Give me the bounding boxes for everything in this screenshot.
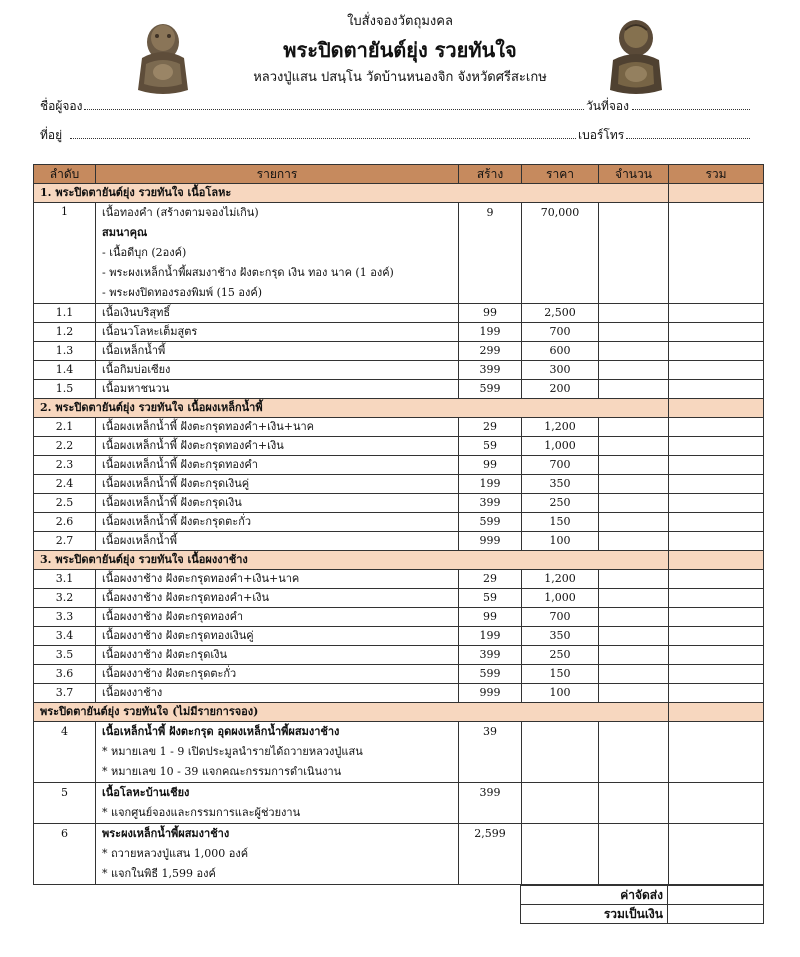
- section-title: 1. พระปิดตายันต์ยุ่ง รวยทันใจ เนื้อโลหะ: [34, 184, 669, 203]
- row-price: [522, 824, 599, 885]
- total-cell: [669, 456, 764, 475]
- table-row: [34, 380, 764, 399]
- row-item: เนื้อผงงาช้าง: [96, 684, 459, 703]
- table-row: [34, 646, 764, 665]
- quantity-cell[interactable]: [599, 646, 669, 665]
- item-note: * ถวายหลวงปู่แสน 1,000 องค์: [102, 847, 249, 860]
- row-made: [459, 783, 522, 824]
- table-row: [34, 824, 764, 885]
- quantity-cell[interactable]: [599, 722, 669, 783]
- item-name: พระผงเหล็กน้ำพี้ผสมงาช้าง: [102, 827, 230, 840]
- shipping-value-cell[interactable]: [668, 886, 764, 905]
- row-price: 100: [522, 684, 599, 703]
- table-row: [34, 589, 764, 608]
- quantity-cell[interactable]: [599, 570, 669, 589]
- row-price: 100: [522, 532, 599, 551]
- amulet-photo-left: [132, 12, 194, 96]
- row-no: 1.3: [34, 342, 96, 361]
- table-row: [34, 684, 764, 703]
- row-made: 999: [459, 684, 522, 703]
- quantity-cell[interactable]: [599, 589, 669, 608]
- quantity-cell[interactable]: [599, 684, 669, 703]
- row-item: [96, 203, 459, 304]
- row-no: 3.1: [34, 570, 96, 589]
- item-note: * หมายเลข 1 - 9 เปิดประมูลนำรายได้ถวายหลวงปู่แสน: [102, 745, 363, 758]
- table-row: [34, 608, 764, 627]
- row-price: 250: [522, 646, 599, 665]
- total-cell: [669, 342, 764, 361]
- col-header-item: รายการ: [96, 165, 459, 184]
- row-no: 2.1: [34, 418, 96, 437]
- table-row: [34, 494, 764, 513]
- row-item: เนื้อนวโลหะเต็มสูตร: [96, 323, 459, 342]
- row-item: [96, 824, 459, 885]
- grand-total-label: รวมเป็นเงิน: [521, 905, 668, 924]
- table-row: [34, 456, 764, 475]
- quantity-cell[interactable]: [599, 665, 669, 684]
- address-label: ที่อยู่: [40, 128, 63, 142]
- total-cell: [669, 627, 764, 646]
- name-date-row: [40, 97, 750, 115]
- row-no: 1.2: [34, 323, 96, 342]
- table-row: [34, 783, 764, 824]
- row-price: 1,200: [522, 570, 599, 589]
- row-price: 600: [522, 342, 599, 361]
- col-header-quantity: จำนวน: [599, 165, 669, 184]
- quantity-cell[interactable]: [599, 627, 669, 646]
- bonus-line: - พระผงเหล็กน้ำพี้ผสมงาช้าง ฝังตะกรุด เงิน ทอง นาค (1 องค์): [102, 266, 394, 279]
- row-made: [459, 203, 522, 304]
- row-made: 99: [459, 456, 522, 475]
- form-caption: ใบสั่งจองวัตถุมงคล: [347, 14, 453, 29]
- row-made: 59: [459, 589, 522, 608]
- row-item: [96, 783, 459, 824]
- price-value: 70,000: [540, 206, 580, 219]
- row-made: 599: [459, 513, 522, 532]
- row-item: เนื้อผงงาช้าง ฝังตะกรุดทองคำ+เงิน+นาค: [96, 570, 459, 589]
- total-cell: [669, 380, 764, 399]
- made-value: 9: [486, 206, 494, 219]
- table-row: [34, 203, 764, 304]
- document-header: [0, 0, 800, 100]
- made-value: 39: [483, 725, 497, 738]
- item-note: * แจกในพิธี 1,599 องค์: [102, 867, 216, 880]
- total-cell: [669, 532, 764, 551]
- row-item: เนื้อมหาชนวน: [96, 380, 459, 399]
- section-row: [34, 703, 764, 722]
- table-row: [34, 418, 764, 437]
- table-row: [34, 361, 764, 380]
- quantity-cell[interactable]: [599, 513, 669, 532]
- total-cell: [669, 437, 764, 456]
- row-made: 199: [459, 475, 522, 494]
- row-made: 59: [459, 437, 522, 456]
- shipping-row: [521, 886, 764, 905]
- row-no: 1: [34, 203, 96, 304]
- table-header-row: [34, 165, 764, 184]
- date-label: วันที่จอง: [586, 99, 629, 113]
- bonus-title: สมนาคุณ: [102, 226, 148, 239]
- item-note: * แจกศูนย์จองและกรรมการและผู้ช่วยงาน: [102, 806, 301, 819]
- table-row: [34, 627, 764, 646]
- shipping-label: ค่าจัดส่ง: [521, 886, 668, 905]
- row-no: [34, 722, 96, 783]
- row-no: 2.4: [34, 475, 96, 494]
- address-phone-row: [40, 126, 750, 144]
- row-no: 2.5: [34, 494, 96, 513]
- row-no: 3.3: [34, 608, 96, 627]
- row-made: 199: [459, 627, 522, 646]
- row-made: 99: [459, 304, 522, 323]
- item-name: เนื้อทองคำ (สร้างตามจองไม่เกิน): [102, 206, 259, 219]
- row-item: เนื้อผงเหล็กน้ำพี้ ฝังตะกรุดทองคำ+เงิน: [96, 437, 459, 456]
- row-price: 700: [522, 608, 599, 627]
- row-item: เนื้อผงเหล็กน้ำพี้ ฝังตะกรุดเงิน: [96, 494, 459, 513]
- row-made: 999: [459, 532, 522, 551]
- row-no: 3.2: [34, 589, 96, 608]
- row-item: เนื้อผงงาช้าง ฝังตะกรุดทองเงินคู่: [96, 627, 459, 646]
- row-no: 3.6: [34, 665, 96, 684]
- row-item: เนื้อผงเหล็กน้ำพี้ ฝังตะกรุดทองคำ+เงิน+นาค: [96, 418, 459, 437]
- row-item: เนื้อผงงาช้าง ฝังตะกรุดทองคำ+เงิน: [96, 589, 459, 608]
- document-title: พระปิดตายันต์ยุ่ง รวยทันใจ: [283, 38, 517, 62]
- row-price: [522, 783, 599, 824]
- table-row: [34, 323, 764, 342]
- name-field[interactable]: [84, 109, 584, 110]
- total-cell: [669, 589, 764, 608]
- row-price: 250: [522, 494, 599, 513]
- quantity-cell[interactable]: [599, 475, 669, 494]
- row-price: 150: [522, 513, 599, 532]
- table-row: [34, 304, 764, 323]
- section-title: 2. พระปิดตายันต์ยุ่ง รวยทันใจ เนื้อผงเหล็กน้ำพี้: [34, 399, 669, 418]
- total-cell: [669, 783, 764, 824]
- row-no: 1.1: [34, 304, 96, 323]
- phone-field[interactable]: [626, 138, 750, 139]
- grand-total-value-cell: [668, 905, 764, 924]
- row-price: 150: [522, 665, 599, 684]
- row-item: [96, 722, 459, 783]
- row-item: เนื้อผงงาช้าง ฝังตะกรุดเงิน: [96, 646, 459, 665]
- table-row: [34, 342, 764, 361]
- quantity-cell[interactable]: [599, 494, 669, 513]
- quantity-cell[interactable]: [599, 342, 669, 361]
- table-row: [34, 513, 764, 532]
- row-made: 399: [459, 646, 522, 665]
- section-title: 3. พระปิดตายันต์ยุ่ง รวยทันใจ เนื้อผงงาช้าง: [34, 551, 669, 570]
- quantity-cell[interactable]: [599, 203, 669, 304]
- row-made: 29: [459, 570, 522, 589]
- table-row: [34, 475, 764, 494]
- row-no: 2.2: [34, 437, 96, 456]
- quantity-cell[interactable]: [599, 783, 669, 824]
- quantity-cell[interactable]: [599, 456, 669, 475]
- row-price: [522, 722, 599, 783]
- phone-label: เบอร์โทร: [578, 128, 625, 142]
- made-value: 399: [479, 786, 501, 799]
- address-field[interactable]: [70, 138, 576, 139]
- quantity-cell[interactable]: [599, 304, 669, 323]
- quantity-cell[interactable]: [599, 608, 669, 627]
- row-made: 99: [459, 608, 522, 627]
- quantity-cell[interactable]: [599, 824, 669, 885]
- quantity-cell[interactable]: [599, 323, 669, 342]
- quantity-cell[interactable]: [599, 532, 669, 551]
- quantity-cell[interactable]: [599, 380, 669, 399]
- bonus-line: - เนื้อดีบุก (2องค์): [102, 246, 187, 259]
- row-price: 200: [522, 380, 599, 399]
- col-header-made: สร้าง: [459, 165, 522, 184]
- row-no: 1.5: [34, 380, 96, 399]
- order-table: [33, 164, 764, 885]
- table-row: [34, 665, 764, 684]
- total-cell: [669, 361, 764, 380]
- total-cell: [669, 418, 764, 437]
- row-no: [34, 783, 96, 824]
- row-made: 599: [459, 380, 522, 399]
- total-cell: [669, 323, 764, 342]
- row-price: 1,200: [522, 418, 599, 437]
- total-cell: [669, 646, 764, 665]
- row-no: 3.5: [34, 646, 96, 665]
- col-header-price: ราคา: [522, 165, 599, 184]
- row-no-value: 6: [61, 827, 68, 840]
- item-name: เนื้อโลหะบ้านเชียง: [102, 786, 190, 799]
- row-made: 29: [459, 418, 522, 437]
- row-price: 1,000: [522, 589, 599, 608]
- row-item: เนื้อกิมบ่อเซียง: [96, 361, 459, 380]
- row-item: เนื้อผงเหล็กน้ำพี้ ฝังตะกรุดทองคำ: [96, 456, 459, 475]
- section-row: [34, 399, 764, 418]
- total-cell: [669, 684, 764, 703]
- row-no: 2.3: [34, 456, 96, 475]
- made-value: 2,599: [474, 827, 506, 840]
- row-no: 3.4: [34, 627, 96, 646]
- row-no: [34, 824, 96, 885]
- total-cell: [669, 665, 764, 684]
- total-cell: [669, 304, 764, 323]
- row-no-value: 4: [61, 725, 68, 738]
- row-no: 2.7: [34, 532, 96, 551]
- row-made: 299: [459, 342, 522, 361]
- quantity-cell[interactable]: [599, 418, 669, 437]
- row-item: เนื้อผงเหล็กน้ำพี้: [96, 532, 459, 551]
- row-item: เนื้อผงงาช้าง ฝังตะกรุดตะกั่ว: [96, 665, 459, 684]
- table-row: [34, 570, 764, 589]
- quantity-cell[interactable]: [599, 361, 669, 380]
- col-header-order: ลำดับ: [34, 165, 96, 184]
- row-made: [459, 722, 522, 783]
- total-cell: [669, 570, 764, 589]
- row-made: 199: [459, 323, 522, 342]
- row-no: 2.6: [34, 513, 96, 532]
- row-price: 300: [522, 361, 599, 380]
- total-cell: [669, 203, 764, 304]
- row-price: 350: [522, 627, 599, 646]
- row-price: 350: [522, 475, 599, 494]
- table-row: [34, 532, 764, 551]
- bonus-line: - พระผงปิดทองรองพิมพ์ (15 องค์): [102, 286, 262, 299]
- section-row: [34, 551, 764, 570]
- row-item: เนื้อผงเหล็กน้ำพี้ ฝังตะกรุดเงินคู่: [96, 475, 459, 494]
- total-cell: [669, 722, 764, 783]
- quantity-cell[interactable]: [599, 437, 669, 456]
- table-row: [34, 437, 764, 456]
- row-price: 700: [522, 323, 599, 342]
- item-name: เนื้อเหล็กน้ำพี้ ฝังตะกรุด อุดผงเหล็กน้ำพี้ผสมงาช้าง: [102, 725, 340, 738]
- monk-temple-line: หลวงปู่แสน ปสนฺโน วัดบ้านหนองจิก จังหวัดศรีสะเกษ: [253, 70, 547, 85]
- item-note: * หมายเลข 10 - 39 แจกคณะกรรมการดำเนินงาน: [102, 765, 342, 778]
- total-cell: [669, 494, 764, 513]
- col-header-total: รวม: [669, 165, 764, 184]
- row-no-value: 5: [61, 786, 68, 799]
- row-made: 399: [459, 361, 522, 380]
- total-cell: [669, 608, 764, 627]
- section-row: [34, 184, 764, 203]
- row-price: 700: [522, 456, 599, 475]
- row-item: เนื้อเงินบริสุทธิ์: [96, 304, 459, 323]
- row-made: 599: [459, 665, 522, 684]
- row-item: เนื้อเหล็กน้ำพี้: [96, 342, 459, 361]
- row-price: 2,500: [522, 304, 599, 323]
- table-row: [34, 722, 764, 783]
- row-item: เนื้อผงงาช้าง ฝังตะกรุดทองคำ: [96, 608, 459, 627]
- total-cell: [669, 513, 764, 532]
- grand-total-row: [521, 905, 764, 924]
- row-price: [522, 203, 599, 304]
- name-label: ชื่อผู้จอง: [40, 99, 83, 113]
- row-price: 1,000: [522, 437, 599, 456]
- row-made: 399: [459, 494, 522, 513]
- row-no: 1.4: [34, 361, 96, 380]
- total-cell: [669, 475, 764, 494]
- row-made: [459, 824, 522, 885]
- row-item: เนื้อผงเหล็กน้ำพี้ ฝังตะกรุดตะกั่ว: [96, 513, 459, 532]
- amulet-photo-right: [605, 12, 667, 96]
- section-title: พระปิดตายันต์ยุ่ง รวยทันใจ (ไม่มีรายการจอง): [34, 703, 669, 722]
- totals-table: [520, 885, 764, 924]
- date-field[interactable]: [632, 109, 750, 110]
- row-no: 3.7: [34, 684, 96, 703]
- total-cell: [669, 824, 764, 885]
